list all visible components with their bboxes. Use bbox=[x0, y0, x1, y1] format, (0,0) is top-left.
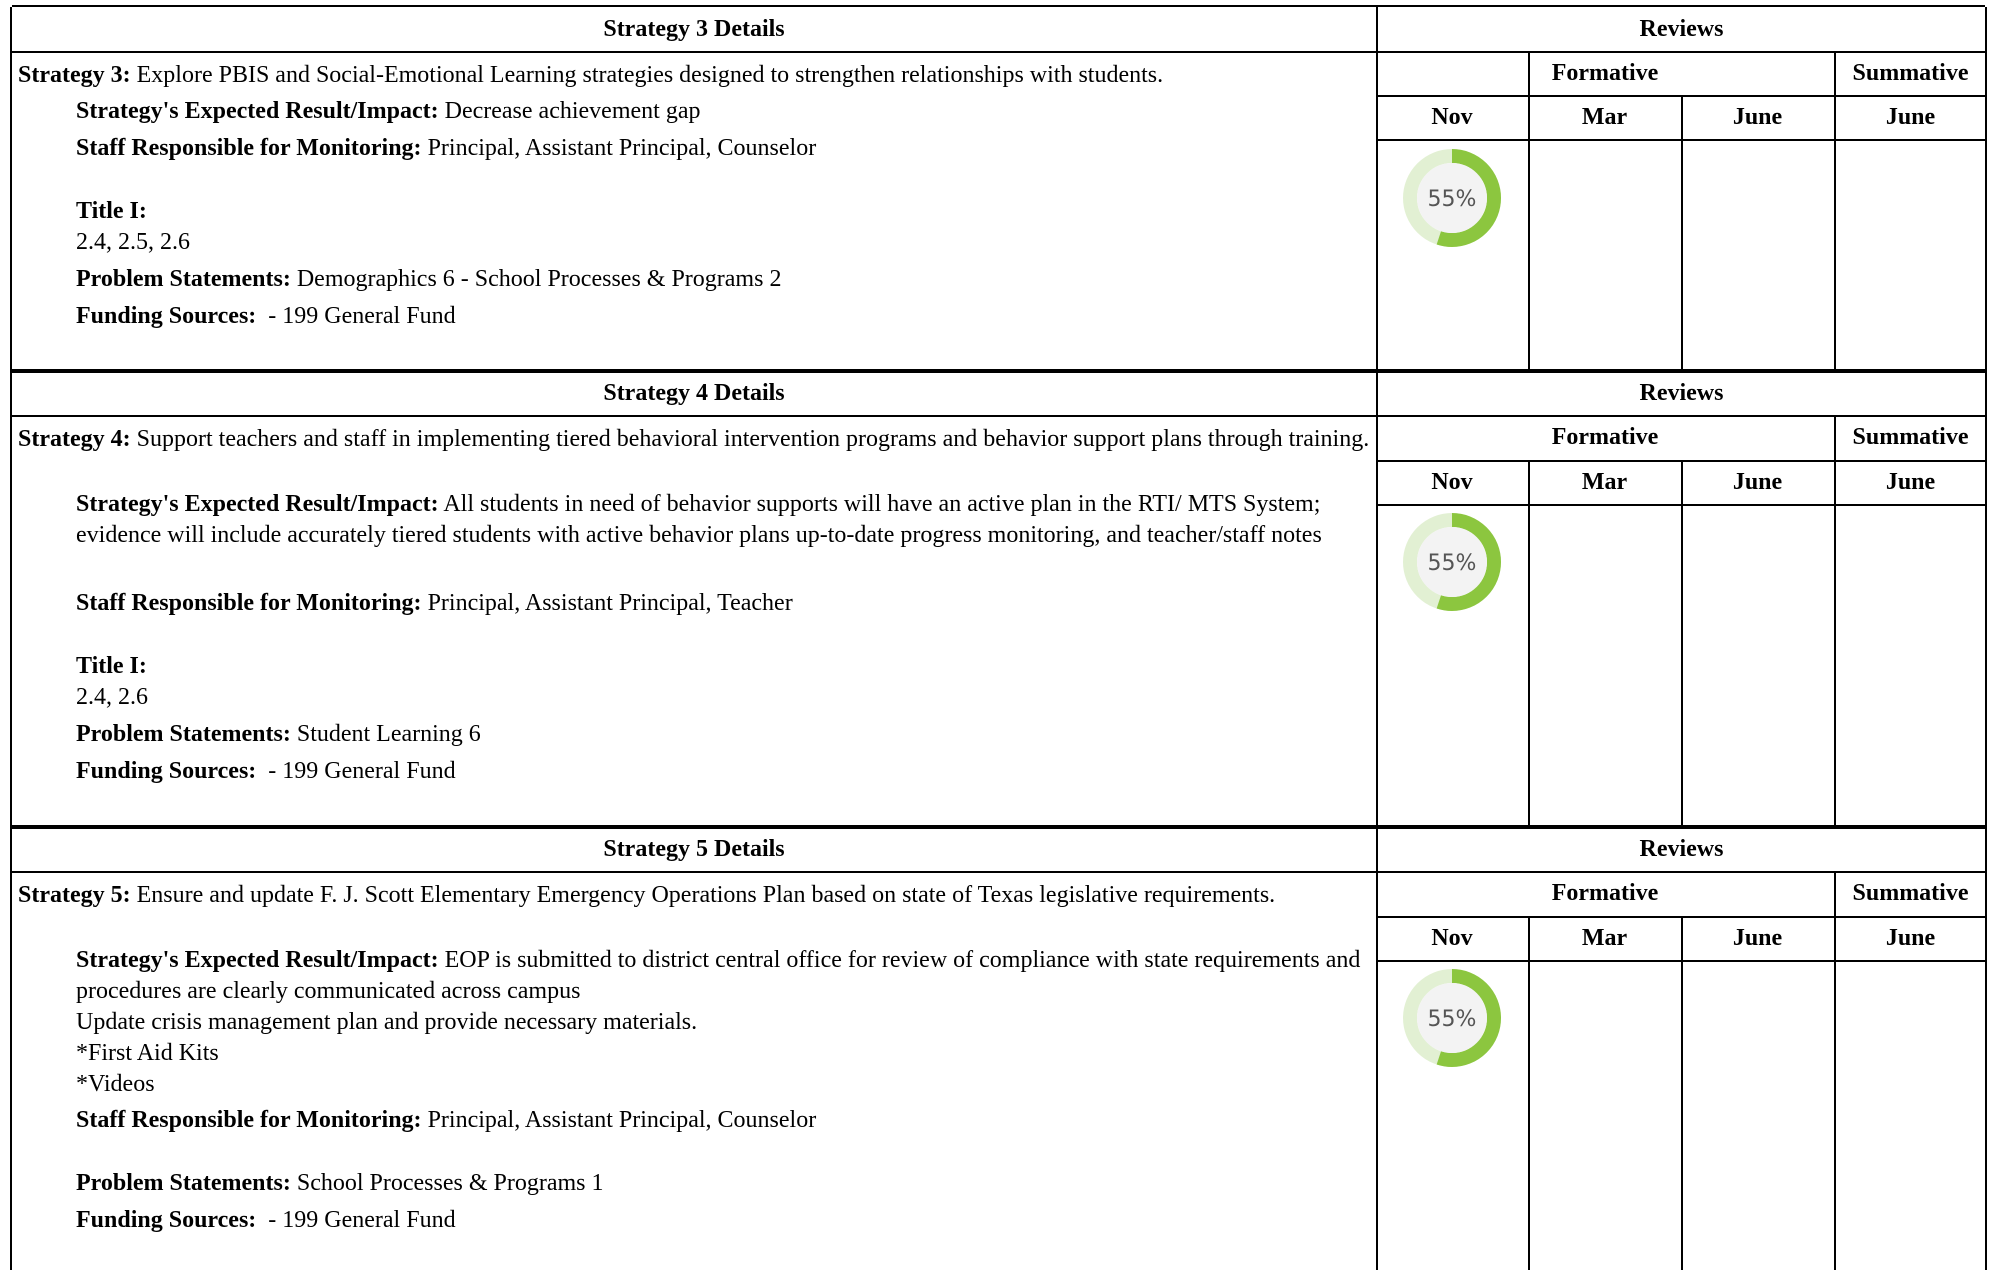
month-mar: Mar bbox=[1581, 469, 1628, 495]
month-june-summative: June bbox=[1885, 469, 1936, 495]
progress-ring bbox=[1401, 147, 1503, 249]
title-i-label: Title I: bbox=[76, 198, 147, 224]
strategy-description bbox=[18, 424, 1378, 455]
expected-result-line: *First Aid Kits bbox=[76, 1040, 219, 1066]
strategy-5-block bbox=[10, 827, 1987, 1270]
month-june: June bbox=[1732, 925, 1783, 951]
expected-result-line: Update crisis management plan and provide necessary materials. bbox=[76, 1009, 698, 1035]
month-nov: Nov bbox=[1431, 925, 1473, 951]
month-june: June bbox=[1732, 104, 1783, 130]
progress-ring bbox=[1401, 511, 1503, 613]
reviews-header: Reviews bbox=[1639, 16, 1724, 42]
expected-result: Strategy's Expected Result/Impact: All students in need of behavior supports will have an active plan in the RTI/ MTS System; evidence will include accurately tiered students with active behavior plans up-to-date progress monitoring, and teacher/staff notes bbox=[76, 491, 1322, 548]
progress-ring-nov bbox=[1401, 147, 1503, 249]
expected-result: Strategy's Expected Result/Impact: Decrease achievement gap bbox=[76, 98, 701, 124]
strategy-label: Strategy 5: bbox=[18, 882, 131, 908]
strategy-label: Strategy 4: bbox=[18, 426, 131, 452]
month-nov: Nov bbox=[1431, 469, 1473, 495]
problem-statements: Problem Statements: Demographics 6 - School Processes & Programs 2 bbox=[76, 266, 782, 292]
strategy-description bbox=[18, 60, 1378, 91]
month-mar: Mar bbox=[1581, 104, 1628, 130]
staff-responsible: Staff Responsible for Monitoring: Principal, Assistant Principal, Counselor bbox=[76, 135, 817, 161]
strategy-4-block bbox=[10, 371, 1987, 827]
month-mar: Mar bbox=[1581, 925, 1628, 951]
title-i-values: 2.4, 2.5, 2.6 bbox=[76, 229, 190, 255]
problem-statements: Problem Statements: School Processes & Programs 1 bbox=[76, 1170, 604, 1196]
progress-label: 55% bbox=[1427, 551, 1477, 576]
strategy-description bbox=[18, 880, 1378, 911]
progress-label: 55% bbox=[1427, 187, 1477, 212]
progress-ring-nov bbox=[1401, 967, 1503, 1069]
reviews-header: Reviews bbox=[1639, 380, 1724, 406]
month-nov: Nov bbox=[1431, 104, 1473, 130]
title-i-values: 2.4, 2.6 bbox=[76, 684, 148, 710]
title-i-label: Title I: bbox=[76, 653, 147, 679]
strategy-heading: Strategy 3 Details bbox=[603, 16, 785, 42]
funding-sources: Funding Sources: - 199 General Fund bbox=[76, 303, 456, 329]
summative-header: Summative bbox=[1852, 60, 1969, 86]
progress-ring bbox=[1401, 967, 1503, 1069]
funding-sources: Funding Sources: - 199 General Fund bbox=[76, 1207, 456, 1233]
expected-result-line: *Videos bbox=[76, 1071, 155, 1097]
summative-header: Summative bbox=[1852, 880, 1969, 906]
strategy-heading: Strategy 4 Details bbox=[603, 380, 785, 406]
strategy-label: Strategy 3: bbox=[18, 62, 131, 88]
formative-header: Formative bbox=[1551, 424, 1659, 450]
month-june-summative: June bbox=[1885, 104, 1936, 130]
strategy-text: Explore PBIS and Social-Emotional Learning strategies designed to strengthen relationships with students. bbox=[136, 62, 1164, 88]
summative-header: Summative bbox=[1852, 424, 1969, 450]
month-june-summative: June bbox=[1885, 925, 1936, 951]
problem-statements: Problem Statements: Student Learning 6 bbox=[76, 721, 481, 747]
progress-label: 55% bbox=[1427, 1007, 1477, 1032]
progress-ring-nov bbox=[1401, 511, 1503, 613]
strategy-text: Ensure and update F. J. Scott Elementary Emergency Operations Plan based on state of Texas legislative requirements. bbox=[136, 882, 1276, 908]
staff-responsible: Staff Responsible for Monitoring: Principal, Assistant Principal, Counselor bbox=[76, 1107, 817, 1133]
month-june: June bbox=[1732, 469, 1783, 495]
staff-responsible: Staff Responsible for Monitoring: Principal, Assistant Principal, Teacher bbox=[76, 590, 793, 616]
funding-sources: Funding Sources: - 199 General Fund bbox=[76, 758, 456, 784]
formative-header: Formative bbox=[1551, 60, 1659, 86]
strategy-heading: Strategy 5 Details bbox=[603, 836, 785, 862]
strategy-3-block bbox=[10, 7, 1987, 371]
formative-header: Formative bbox=[1551, 880, 1659, 906]
expected-result: Strategy's Expected Result/Impact: EOP is submitted to district central office for review of compliance with state requirements and procedures are clearly communicated across campus bbox=[76, 947, 1361, 1004]
strategy-text: Support teachers and staff in implementing tiered behavioral intervention programs and behavior support plans through training. bbox=[136, 426, 1370, 452]
reviews-header: Reviews bbox=[1639, 836, 1724, 862]
